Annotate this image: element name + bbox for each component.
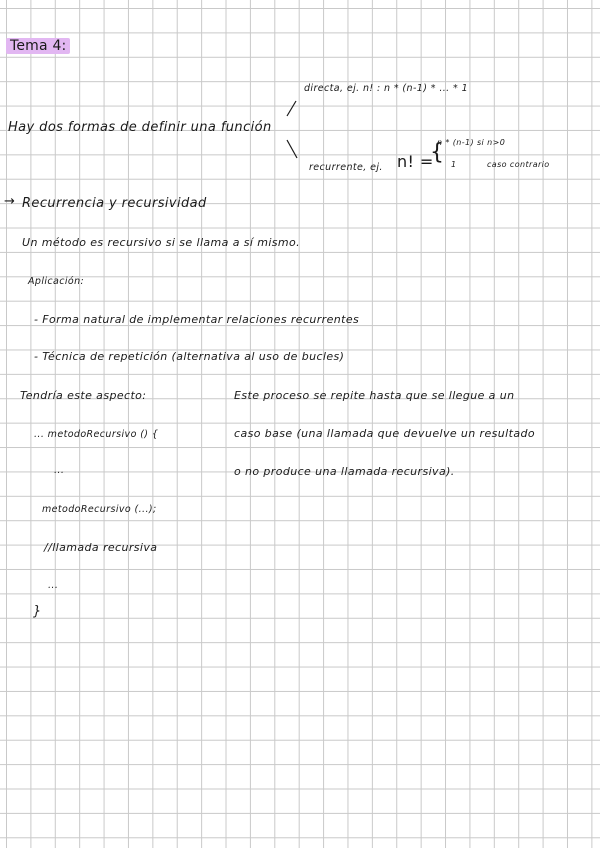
bullet-item-2: - Técnica de repetición (alternativa al uso de bucles) <box>34 350 345 363</box>
aplicacion-label: Aplicación: <box>28 276 85 287</box>
code-line-4: //llamada recursiva <box>44 541 158 554</box>
recurrente-label: recurrente, ej. <box>309 162 383 173</box>
section-arrow: → <box>4 194 16 209</box>
definition-text: Un método es recursivo si se llama a sí mismo. <box>22 236 301 249</box>
explanation-line-2: caso base (una llamada que devuelve un resultado <box>234 427 535 440</box>
section-heading: Recurrencia y recursividad <box>22 196 207 211</box>
branch-line-up <box>287 101 296 116</box>
code-intro: Tendría este aspecto: <box>20 389 147 402</box>
intro-text: Hay dos formas de definir una función <box>8 120 272 135</box>
code-line-3: metodoRecursivo (...); <box>42 504 157 515</box>
code-line-2: ... <box>54 465 65 476</box>
directa-definition: directa, ej. n! : n * (n-1) * ... * 1 <box>304 83 469 94</box>
cases-brace: { <box>430 140 445 165</box>
branch-line-down <box>287 140 297 158</box>
explanation-line-1: Este proceso se repite hasta que se llegue a un <box>234 389 515 402</box>
bullet-item-1: - Forma natural de implementar relaciones recurrentes <box>34 313 360 326</box>
case-base-condition: caso contrario <box>487 160 550 169</box>
case-recursive: n * (n-1) si n>0 <box>437 138 506 147</box>
code-line-5: ... <box>48 580 59 591</box>
factorial-symbol: n! = <box>397 152 434 171</box>
case-base-value: 1 <box>451 160 457 169</box>
code-closing-brace: } <box>33 604 42 619</box>
page-title: Tema 4: <box>6 38 70 54</box>
explanation-line-3: o no produce una llamada recursiva). <box>234 465 455 478</box>
code-line-1: ... metodoRecursivo () { <box>34 429 159 440</box>
